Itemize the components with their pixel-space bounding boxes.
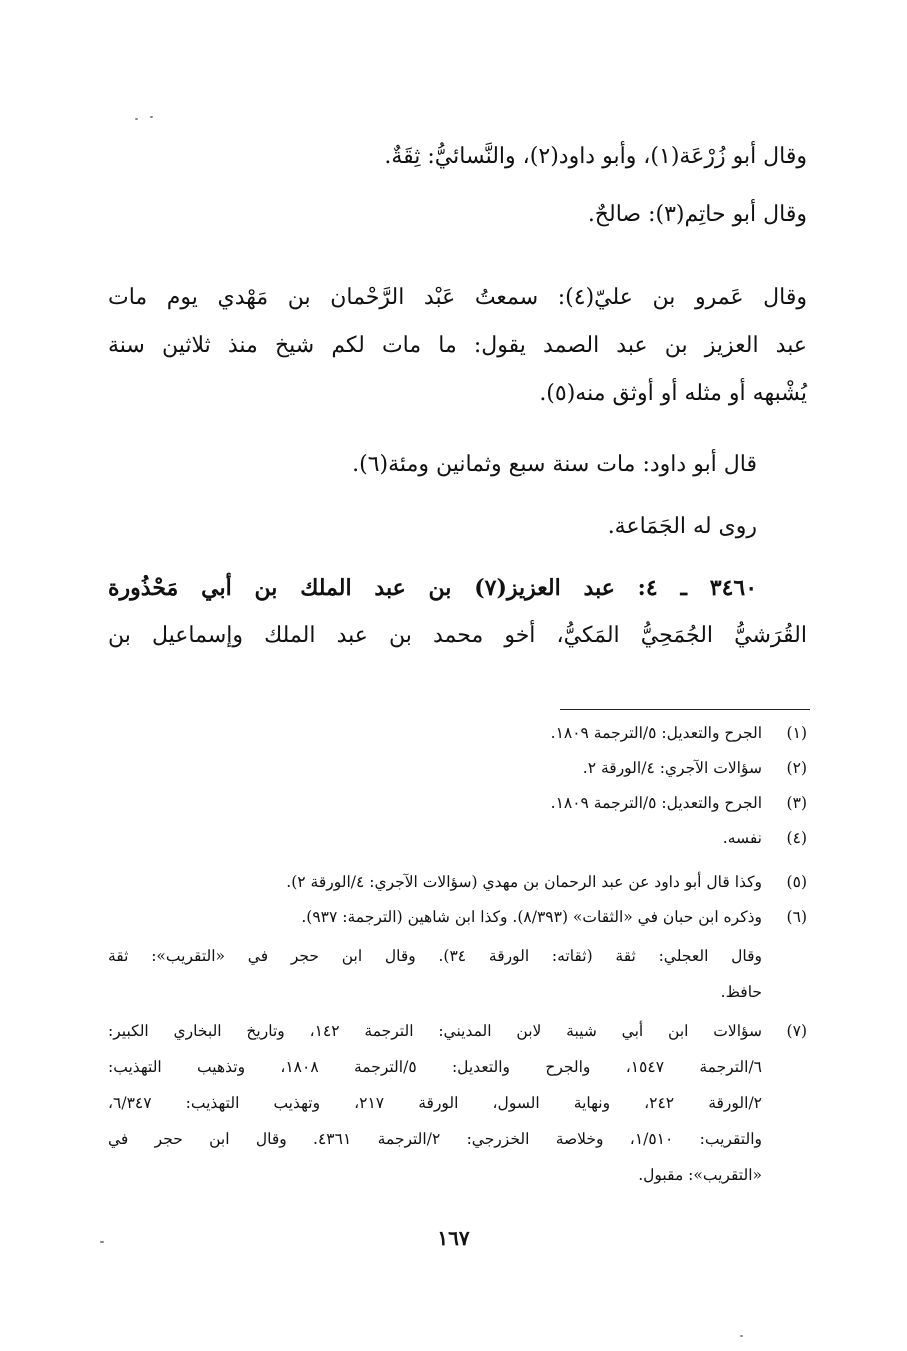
page-number: ١٦٧ xyxy=(437,1226,470,1250)
text-line: يُشْبهه أو مثله أو أوثق منه(٥). xyxy=(539,381,807,406)
footnote-number: (٦) xyxy=(786,908,807,926)
entry-heading-line: ٣٤٦٠ ـ ٤: عبد العزيز(٧) بن عبد الملك بن أبي مَحْذُورة xyxy=(108,575,758,601)
footnote-text: الجرح والتعديل: ٥/الترجمة ١٨٠٩. xyxy=(550,794,762,812)
text-line: روى له الجَمَاعة. xyxy=(607,514,757,539)
text-line: قال أبو داود: مات سنة سبع وثمانين ومئة(٦). xyxy=(352,452,757,477)
text-line: وقال عَمرو بن عليّ(٤): سمعتُ عَبْد الرَّحْمان بن مَهْدي يوم مات xyxy=(108,285,807,310)
footnote-text-line: ٢/الورقة ٢٤٢، ونهاية السول، الورقة ٢١٧، وتهذيب التهذيب: ٦/٣٤٧، xyxy=(108,1094,762,1112)
footnote-text-line: «التقريب»: مقبول. xyxy=(638,1166,762,1184)
footnote-number: (٥) xyxy=(786,873,807,891)
text-line: القُرَشيُّ الجُمَحِيُّ المَكيُّ، أخو محمد بن عبد الملك وإسماعيل بن xyxy=(108,623,807,648)
scan-speck xyxy=(150,116,153,118)
footnote-text-line: وذكره ابن حبان في «الثقات» (٨/٣٩٣). وكذا ابن شاهين (الترجمة: ٩٣٧). xyxy=(301,908,762,926)
footnote-text-line: حافظ. xyxy=(720,983,762,1001)
footnote-text-line: وقال العجلي: ثقة (ثقاته: الورقة ٣٤). وقال ابن حجر في «التقريب»: ثقة xyxy=(108,947,762,965)
footnote-number: (٢) xyxy=(786,759,807,777)
footnote-text-line: سؤالات ابن أبي شيبة لابن المديني: الترجمة ١٤٢، وتاريخ البخاري الكبير: xyxy=(108,1022,762,1040)
footnote-number: (٤) xyxy=(786,829,807,847)
footnote-text-line: ٦/الترجمة ١٥٤٧، والجرح والتعديل: ٥/الترجمة ١٨٠٨، وتذهيب التهذيب: xyxy=(108,1058,762,1076)
footnote-number: (٣) xyxy=(786,794,807,812)
scan-speck xyxy=(740,1335,743,1337)
footnote-text: الجرح والتعديل: ٥/الترجمة ١٨٠٩. xyxy=(550,724,762,742)
scan-speck xyxy=(135,118,138,120)
footnote-text: وكذا قال أبو داود عن عبد الرحمان بن مهدي (سؤالات الآجري: ٤/الورقة ٢). xyxy=(286,873,762,891)
text-line: وقال أبو حاتِم(٣): صالحٌ. xyxy=(587,202,807,227)
footnote-number: (٧) xyxy=(786,1022,807,1040)
footnote-text: نفسه. xyxy=(722,829,762,847)
footnote-number: (١) xyxy=(786,724,807,742)
scan-speck xyxy=(100,1241,104,1243)
text-line: وقال أبو زُرْعَة(١)، وأبو داود(٢)، والنَّسائيُّ: ثِقَةٌ. xyxy=(384,144,807,169)
footnote-text: سؤالات الآجري: ٤/الورقة ٢. xyxy=(582,759,762,777)
footnote-text-line: والتقريب: ١/٥١٠، وخلاصة الخزرجي: ٢/الترجمة ٤٣٦١. وقال ابن حجر في xyxy=(108,1130,763,1148)
footnote-divider xyxy=(560,709,810,710)
text-line: عبد العزيز بن عبد الصمد يقول: ما مات لكم شيخ منذ ثلاثين سنة xyxy=(108,333,807,358)
